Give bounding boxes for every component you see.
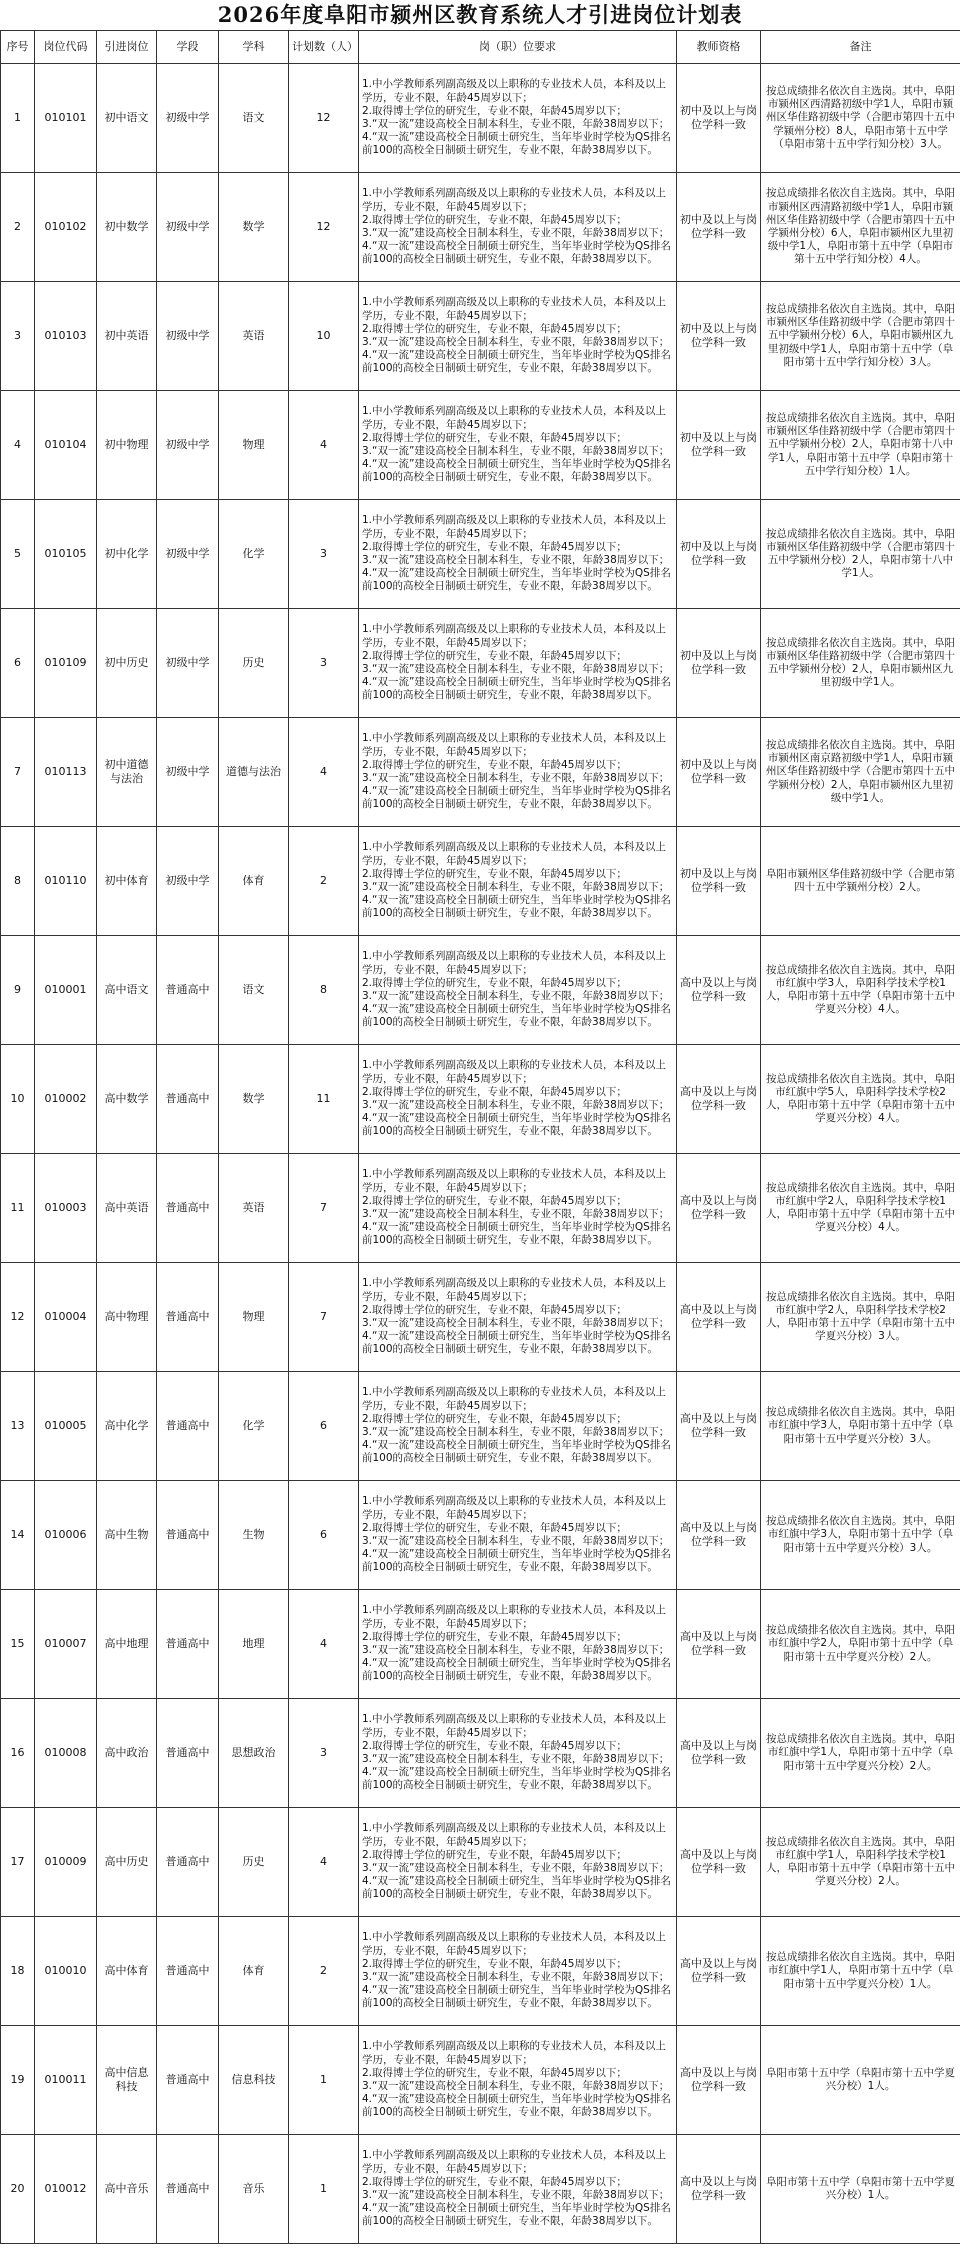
position-name-cell: 高中数学	[97, 1045, 157, 1154]
position-name-cell: 高中政治	[97, 1699, 157, 1808]
requirement-line: 1.中小学教师系列副高级及以上职称的专业技术人员，本科及以上学历，专业不限，年龄45周岁以下；	[362, 2149, 667, 2175]
header-code: 岗位代码	[35, 31, 97, 64]
header-stage: 学段	[157, 31, 219, 64]
position-code-cell: 010012	[35, 2135, 97, 2244]
requirement-line: 2.取得博士学位的研究生，专业不限，年龄45周岁以下；	[362, 1412, 627, 1425]
school-stage-cell: 普通高中	[157, 1372, 219, 1481]
requirements-cell	[359, 1808, 677, 1917]
requirement-line: 1.中小学教师系列副高级及以上职称的专业技术人员，本科及以上学历，专业不限，年龄45周岁以下；	[362, 1059, 667, 1085]
requirement-line: 4.“双一流”建设高校全日制硕士研究生，当年毕业时学校为QS排名前100的高校全日制硕士研究生，专业不限，年龄38周岁以下。	[362, 1657, 671, 1683]
teacher-qualification-cell: 高中及以上与岗位学科一致	[677, 1045, 761, 1154]
requirement-line: 3.“双一流”建设高校全日制本科生，专业不限，年龄38周岁以下；	[362, 772, 670, 784]
requirement-line: 4.“双一流”建设高校全日制硕士研究生，当年毕业时学校为QS排名前100的高校全日制硕士研究生，专业不限，年龄38周岁以下。	[362, 785, 671, 811]
teacher-qualification-cell: 高中及以上与岗位学科一致	[677, 2026, 761, 2135]
requirement-line: 1.中小学教师系列副高级及以上职称的专业技术人员，本科及以上学历，专业不限，年龄45周岁以下；	[362, 841, 667, 867]
position-name-cell: 高中生物	[97, 1481, 157, 1590]
row-number-cell: 4	[1, 391, 35, 500]
position-name-cell: 高中英语	[97, 1154, 157, 1263]
requirement-line: 3.“双一流”建设高校全日制本科生，专业不限，年龄38周岁以下；	[362, 1971, 670, 1983]
plan-count-cell: 3	[289, 609, 359, 718]
table-row	[1, 1808, 960, 1917]
row-number-cell: 7	[1, 718, 35, 827]
position-name-cell: 高中信息科技	[97, 2026, 157, 2135]
teacher-qualification-cell: 高中及以上与岗位学科一致	[677, 1917, 761, 2026]
position-code-cell: 010104	[35, 391, 97, 500]
table-row	[1, 1372, 960, 1481]
table-row	[1, 500, 960, 609]
position-code-cell: 010009	[35, 1808, 97, 1917]
requirements-cell	[359, 1045, 677, 1154]
requirement-line: 1.中小学教师系列副高级及以上职称的专业技术人员，本科及以上学历，专业不限，年龄45周岁以下；	[362, 1604, 667, 1630]
note-cell: 按总成绩排名依次自主选岗。其中，阜阳市颍州区南京路初级中学1人，阜阳市颍州区华佳路初级中学（合肥市第四十五中学颍州分校）2人，阜阳市颍州区九里初级中学1人。	[761, 718, 960, 827]
requirement-line: 2.取得博士学位的研究生，专业不限，年龄45周岁以下；	[362, 1194, 627, 1207]
subject-cell: 地理	[219, 1590, 289, 1699]
requirement-line: 3.“双一流”建设高校全日制本科生，专业不限，年龄38周岁以下；	[362, 1644, 670, 1656]
teacher-qualification-cell: 初中及以上与岗位学科一致	[677, 609, 761, 718]
school-stage-cell: 普通高中	[157, 2135, 219, 2244]
requirement-line: 1.中小学教师系列副高级及以上职称的专业技术人员，本科及以上学历，专业不限，年龄45周岁以下；	[362, 1931, 667, 1957]
requirement-line: 1.中小学教师系列副高级及以上职称的专业技术人员，本科及以上学历，专业不限，年龄45周岁以下；	[362, 514, 667, 540]
school-stage-cell: 初级中学	[157, 282, 219, 391]
table-row	[1, 1045, 960, 1154]
plan-count-cell: 3	[289, 1699, 359, 1808]
requirements-cell	[359, 391, 677, 500]
positions-table	[0, 30, 960, 2244]
subject-cell: 信息科技	[219, 2026, 289, 2135]
position-name-cell: 高中地理	[97, 1590, 157, 1699]
position-code-cell: 010008	[35, 1699, 97, 1808]
requirement-line: 4.“双一流”建设高校全日制硕士研究生，当年毕业时学校为QS排名前100的高校全日制硕士研究生，专业不限，年龄38周岁以下。	[362, 1875, 671, 1901]
plan-count-cell: 6	[289, 1481, 359, 1590]
requirement-line: 2.取得博士学位的研究生，专业不限，年龄45周岁以下；	[362, 649, 627, 662]
header-qualification: 教师资格	[677, 31, 761, 64]
requirement-line: 4.“双一流”建设高校全日制硕士研究生，当年毕业时学校为QS排名前100的高校全日制硕士研究生，专业不限，年龄38周岁以下。	[362, 1984, 671, 2010]
plan-count-cell: 7	[289, 1263, 359, 1372]
plan-count-cell: 7	[289, 1154, 359, 1263]
requirement-line: 3.“双一流”建设高校全日制本科生，专业不限，年龄38周岁以下；	[362, 663, 670, 675]
position-name-cell: 初中道德与法治	[97, 718, 157, 827]
note-cell: 阜阳市第十五中学（阜阳市第十五中学夏兴分校）1人。	[761, 2135, 960, 2244]
position-name-cell: 高中物理	[97, 1263, 157, 1372]
requirements-cell	[359, 2135, 677, 2244]
position-name-cell: 高中化学	[97, 1372, 157, 1481]
row-number-cell: 15	[1, 1590, 35, 1699]
requirement-line: 3.“双一流”建设高校全日制本科生，专业不限，年龄38周岁以下；	[362, 2080, 670, 2092]
subject-cell: 数学	[219, 1045, 289, 1154]
teacher-qualification-cell: 高中及以上与岗位学科一致	[677, 1590, 761, 1699]
requirement-line: 2.取得博士学位的研究生，专业不限，年龄45周岁以下；	[362, 758, 627, 771]
position-name-cell: 初中体育	[97, 827, 157, 936]
table-row	[1, 64, 960, 173]
requirement-line: 1.中小学教师系列副高级及以上职称的专业技术人员，本科及以上学历，专业不限，年龄45周岁以下；	[362, 1277, 667, 1303]
requirement-line: 4.“双一流”建设高校全日制硕士研究生，当年毕业时学校为QS排名前100的高校全日制硕士研究生，专业不限，年龄38周岁以下。	[362, 1003, 671, 1029]
requirement-line: 3.“双一流”建设高校全日制本科生，专业不限，年龄38周岁以下；	[362, 445, 670, 457]
position-name-cell: 高中体育	[97, 1917, 157, 2026]
plan-count-cell: 2	[289, 827, 359, 936]
row-number-cell: 18	[1, 1917, 35, 2026]
note-cell: 按总成绩排名依次自主选岗。其中，阜阳市颍州区西清路初级中学1人，阜阳市颍州区华佳路初级中学（合肥市第四十五中学颍州分校）8人，阜阳市第十五中学（阜阳市第十五中学行知分校）3人。	[761, 64, 960, 173]
note-cell: 按总成绩排名依次自主选岗。其中，阜阳市红旗中学1人，阜阳市第十五中学（阜阳市第十五中学夏兴分校）2人。	[761, 1699, 960, 1808]
position-code-cell: 010110	[35, 827, 97, 936]
table-row	[1, 2026, 960, 2135]
requirement-line: 3.“双一流”建设高校全日制本科生，专业不限，年龄38周岁以下；	[362, 1317, 670, 1329]
school-stage-cell: 初级中学	[157, 173, 219, 282]
requirement-line: 1.中小学教师系列副高级及以上职称的专业技术人员，本科及以上学历，专业不限，年龄45周岁以下；	[362, 950, 667, 976]
position-code-cell: 010002	[35, 1045, 97, 1154]
plan-count-cell: 8	[289, 936, 359, 1045]
header-post: 引进岗位	[97, 31, 157, 64]
row-number-cell: 12	[1, 1263, 35, 1372]
row-number-cell: 11	[1, 1154, 35, 1263]
teacher-qualification-cell: 高中及以上与岗位学科一致	[677, 1263, 761, 1372]
requirement-line: 3.“双一流”建设高校全日制本科生，专业不限，年龄38周岁以下；	[362, 1535, 670, 1547]
row-number-cell: 19	[1, 2026, 35, 2135]
subject-cell: 音乐	[219, 2135, 289, 2244]
subject-cell: 英语	[219, 282, 289, 391]
requirements-cell	[359, 2026, 677, 2135]
row-number-cell: 3	[1, 282, 35, 391]
requirements-cell	[359, 1481, 677, 1590]
requirement-line: 3.“双一流”建设高校全日制本科生，专业不限，年龄38周岁以下；	[362, 554, 670, 566]
requirement-line: 2.取得博士学位的研究生，专业不限，年龄45周岁以下；	[362, 1085, 627, 1098]
note-cell: 按总成绩排名依次自主选岗。其中，阜阳市红旗中学2人，阜阳科学技术学校2人，阜阳市第十五中学（阜阳市第十五中学夏兴分校）3人。	[761, 1263, 960, 1372]
school-stage-cell: 初级中学	[157, 64, 219, 173]
table-row	[1, 1917, 960, 2026]
plan-count-cell: 4	[289, 391, 359, 500]
requirement-line: 4.“双一流”建设高校全日制硕士研究生，当年毕业时学校为QS排名前100的高校全日制硕士研究生，专业不限，年龄38周岁以下。	[362, 1439, 671, 1465]
requirement-line: 3.“双一流”建设高校全日制本科生，专业不限，年龄38周岁以下；	[362, 1426, 670, 1438]
requirement-line: 1.中小学教师系列副高级及以上职称的专业技术人员，本科及以上学历，专业不限，年龄45周岁以下；	[362, 296, 667, 322]
position-name-cell: 高中语文	[97, 936, 157, 1045]
requirements-cell	[359, 282, 677, 391]
requirement-line: 3.“双一流”建设高校全日制本科生，专业不限，年龄38周岁以下；	[362, 1753, 670, 1765]
requirement-line: 3.“双一流”建设高校全日制本科生，专业不限，年龄38周岁以下；	[362, 1862, 670, 1874]
row-number-cell: 1	[1, 64, 35, 173]
teacher-qualification-cell: 初中及以上与岗位学科一致	[677, 718, 761, 827]
position-code-cell: 010103	[35, 282, 97, 391]
position-name-cell: 初中物理	[97, 391, 157, 500]
requirements-cell	[359, 609, 677, 718]
requirement-line: 3.“双一流”建设高校全日制本科生，专业不限，年龄38周岁以下；	[362, 1208, 670, 1220]
plan-count-cell: 11	[289, 1045, 359, 1154]
teacher-qualification-cell: 初中及以上与岗位学科一致	[677, 827, 761, 936]
requirement-line: 4.“双一流”建设高校全日制硕士研究生，当年毕业时学校为QS排名前100的高校全日制硕士研究生，专业不限，年龄38周岁以下。	[362, 894, 671, 920]
note-cell: 按总成绩排名依次自主选岗。其中，阜阳市红旗中学3人，阜阳市第十五中学（阜阳市第十五中学夏兴分校）3人。	[761, 1372, 960, 1481]
requirement-line: 4.“双一流”建设高校全日制硕士研究生，当年毕业时学校为QS排名前100的高校全日制硕士研究生，专业不限，年龄38周岁以下。	[362, 1548, 671, 1574]
requirements-cell	[359, 827, 677, 936]
position-name-cell: 高中历史	[97, 1808, 157, 1917]
requirement-line: 4.“双一流”建设高校全日制硕士研究生，当年毕业时学校为QS排名前100的高校全日制硕士研究生，专业不限，年龄38周岁以下。	[362, 1330, 671, 1356]
subject-cell: 体育	[219, 827, 289, 936]
table-row	[1, 609, 960, 718]
position-code-cell: 010109	[35, 609, 97, 718]
header-count: 计划数（人）	[289, 31, 359, 64]
requirements-cell	[359, 173, 677, 282]
requirements-cell	[359, 1372, 677, 1481]
table-row	[1, 718, 960, 827]
plan-count-cell: 1	[289, 2135, 359, 2244]
requirement-line: 1.中小学教师系列副高级及以上职称的专业技术人员，本科及以上学历，专业不限，年龄45周岁以下；	[362, 78, 667, 104]
table-row	[1, 282, 960, 391]
requirement-line: 4.“双一流”建设高校全日制硕士研究生，当年毕业时学校为QS排名前100的高校全日制硕士研究生，专业不限，年龄38周岁以下。	[362, 458, 671, 484]
subject-cell: 物理	[219, 391, 289, 500]
plan-count-cell: 4	[289, 1590, 359, 1699]
requirement-line: 2.取得博士学位的研究生，专业不限，年龄45周岁以下；	[362, 2175, 627, 2188]
note-cell: 按总成绩排名依次自主选岗。其中，阜阳市颍州区西清路初级中学1人，阜阳市颍州区华佳路初级中学（合肥市第四十五中学颍州分校）6人，阜阳市颍州区九里初级中学1人，阜阳市第十五中学（阜阳市第十五中学行知分校）4人。	[761, 173, 960, 282]
requirement-line: 4.“双一流”建设高校全日制硕士研究生，当年毕业时学校为QS排名前100的高校全日制硕士研究生，专业不限，年龄38周岁以下。	[362, 2202, 671, 2228]
school-stage-cell: 普通高中	[157, 1481, 219, 1590]
position-name-cell: 初中化学	[97, 500, 157, 609]
plan-count-cell: 1	[289, 2026, 359, 2135]
row-number-cell: 8	[1, 827, 35, 936]
plan-count-cell: 12	[289, 64, 359, 173]
requirement-line: 2.取得博士学位的研究生，专业不限，年龄45周岁以下；	[362, 976, 627, 989]
note-cell: 按总成绩排名依次自主选岗。其中，阜阳市红旗中学1人，阜阳科学技术学校1人，阜阳市第十五中学（阜阳市第十五中学夏兴分校）2人。	[761, 1808, 960, 1917]
table-row	[1, 2135, 960, 2244]
subject-cell: 化学	[219, 500, 289, 609]
row-number-cell: 5	[1, 500, 35, 609]
document-title: 2026年度阜阳市颍州区教育系统人才引进岗位计划表	[217, 2, 743, 27]
requirement-line: 2.取得博士学位的研究生，专业不限，年龄45周岁以下；	[362, 213, 627, 226]
position-name-cell: 初中语文	[97, 64, 157, 173]
position-code-cell: 010113	[35, 718, 97, 827]
requirement-line: 1.中小学教师系列副高级及以上职称的专业技术人员，本科及以上学历，专业不限，年龄45周岁以下；	[362, 1495, 667, 1521]
teacher-qualification-cell: 初中及以上与岗位学科一致	[677, 64, 761, 173]
row-number-cell: 17	[1, 1808, 35, 1917]
header-no: 序号	[1, 31, 35, 64]
row-number-cell: 20	[1, 2135, 35, 2244]
teacher-qualification-cell: 高中及以上与岗位学科一致	[677, 1154, 761, 1263]
plan-count-cell: 3	[289, 500, 359, 609]
note-cell: 按总成绩排名依次自主选岗。其中，阜阳市红旗中学3人，阜阳科学技术学校1人，阜阳市第十五中学（阜阳市第十五中学夏兴分校）4人。	[761, 936, 960, 1045]
row-number-cell: 16	[1, 1699, 35, 1808]
table-row	[1, 827, 960, 936]
requirement-line: 4.“双一流”建设高校全日制硕士研究生，当年毕业时学校为QS排名前100的高校全日制硕士研究生，专业不限，年龄38周岁以下。	[362, 1766, 671, 1792]
note-cell: 按总成绩排名依次自主选岗。其中，阜阳市颍州区华佳路初级中学（合肥市第四十五中学颍州分校）2人，阜阳市第十八中学1人，阜阳市第十五中学（阜阳市第十五中学行知分校）1人。	[761, 391, 960, 500]
school-stage-cell: 初级中学	[157, 391, 219, 500]
requirement-line: 4.“双一流”建设高校全日制硕士研究生，当年毕业时学校为QS排名前100的高校全日制硕士研究生，专业不限，年龄38周岁以下。	[362, 676, 671, 702]
subject-cell: 语文	[219, 64, 289, 173]
school-stage-cell: 普通高中	[157, 1917, 219, 2026]
requirement-line: 4.“双一流”建设高校全日制硕士研究生，当年毕业时学校为QS排名前100的高校全日制硕士研究生，专业不限，年龄38周岁以下。	[362, 240, 671, 266]
table-row	[1, 173, 960, 282]
note-cell: 按总成绩排名依次自主选岗。其中，阜阳市红旗中学5人，阜阳科学技术学校2人，阜阳市第十五中学（阜阳市第十五中学夏兴分校）4人。	[761, 1045, 960, 1154]
plan-count-cell: 10	[289, 282, 359, 391]
subject-cell: 体育	[219, 1917, 289, 2026]
note-cell: 按总成绩排名依次自主选岗。其中，阜阳市红旗中学3人，阜阳市第十五中学（阜阳市第十五中学夏兴分校）3人。	[761, 1481, 960, 1590]
subject-cell: 道德与法治	[219, 718, 289, 827]
note-cell: 阜阳市颍州区华佳路初级中学（合肥市第四十五中学颍州分校）2人。	[761, 827, 960, 936]
position-code-cell: 010006	[35, 1481, 97, 1590]
requirement-line: 4.“双一流”建设高校全日制硕士研究生，当年毕业时学校为QS排名前100的高校全日制硕士研究生，专业不限，年龄38周岁以下。	[362, 1112, 671, 1138]
table-row	[1, 1590, 960, 1699]
requirement-line: 1.中小学教师系列副高级及以上职称的专业技术人员，本科及以上学历，专业不限，年龄45周岁以下；	[362, 405, 667, 431]
note-cell: 按总成绩排名依次自主选岗。其中，阜阳市颍州区华佳路初级中学（合肥市第四十五中学颍州分校）2人，阜阳市颍州区九里初级中学1人。	[761, 609, 960, 718]
position-code-cell: 010001	[35, 936, 97, 1045]
requirement-line: 4.“双一流”建设高校全日制硕士研究生，当年毕业时学校为QS排名前100的高校全日制硕士研究生，专业不限，年龄38周岁以下。	[362, 131, 671, 157]
requirement-line: 3.“双一流”建设高校全日制本科生，专业不限，年龄38周岁以下；	[362, 990, 670, 1002]
note-cell: 按总成绩排名依次自主选岗。其中，阜阳市红旗中学2人，阜阳市第十五中学（阜阳市第十五中学夏兴分校）2人。	[761, 1590, 960, 1699]
requirement-line: 3.“双一流”建设高校全日制本科生，专业不限，年龄38周岁以下；	[362, 336, 670, 348]
school-stage-cell: 普通高中	[157, 1808, 219, 1917]
requirement-line: 1.中小学教师系列副高级及以上职称的专业技术人员，本科及以上学历，专业不限，年龄45周岁以下；	[362, 1386, 667, 1412]
requirement-line: 3.“双一流”建设高校全日制本科生，专业不限，年龄38周岁以下；	[362, 227, 670, 239]
table-row	[1, 391, 960, 500]
teacher-qualification-cell: 高中及以上与岗位学科一致	[677, 1372, 761, 1481]
position-code-cell: 010011	[35, 2026, 97, 2135]
requirements-cell	[359, 64, 677, 173]
requirements-cell	[359, 500, 677, 609]
table-row	[1, 1699, 960, 1808]
requirement-line: 1.中小学教师系列副高级及以上职称的专业技术人员，本科及以上学历，专业不限，年龄45周岁以下；	[362, 1168, 667, 1194]
requirement-line: 2.取得博士学位的研究生，专业不限，年龄45周岁以下；	[362, 540, 627, 553]
plan-count-cell: 4	[289, 718, 359, 827]
row-number-cell: 14	[1, 1481, 35, 1590]
requirement-line: 4.“双一流”建设高校全日制硕士研究生，当年毕业时学校为QS排名前100的高校全日制硕士研究生，专业不限，年龄38周岁以下。	[362, 349, 671, 375]
requirement-line: 1.中小学教师系列副高级及以上职称的专业技术人员，本科及以上学历，专业不限，年龄45周岁以下；	[362, 1713, 667, 1739]
teacher-qualification-cell: 初中及以上与岗位学科一致	[677, 500, 761, 609]
requirement-line: 4.“双一流”建设高校全日制硕士研究生，当年毕业时学校为QS排名前100的高校全日制硕士研究生，专业不限，年龄38周岁以下。	[362, 567, 671, 593]
subject-cell: 数学	[219, 173, 289, 282]
requirement-line: 3.“双一流”建设高校全日制本科生，专业不限，年龄38周岁以下；	[362, 881, 670, 893]
subject-cell: 思想政治	[219, 1699, 289, 1808]
note-cell: 阜阳市第十五中学（阜阳市第十五中学夏兴分校）1人。	[761, 2026, 960, 2135]
requirement-line: 2.取得博士学位的研究生，专业不限，年龄45周岁以下；	[362, 431, 627, 444]
position-code-cell: 010005	[35, 1372, 97, 1481]
requirement-line: 4.“双一流”建设高校全日制硕士研究生，当年毕业时学校为QS排名前100的高校全日制硕士研究生，专业不限，年龄38周岁以下。	[362, 2093, 671, 2119]
school-stage-cell: 初级中学	[157, 827, 219, 936]
teacher-qualification-cell: 初中及以上与岗位学科一致	[677, 282, 761, 391]
row-number-cell: 13	[1, 1372, 35, 1481]
subject-cell: 英语	[219, 1154, 289, 1263]
table-row	[1, 936, 960, 1045]
position-code-cell: 010007	[35, 1590, 97, 1699]
position-name-cell: 初中英语	[97, 282, 157, 391]
position-name-cell: 高中音乐	[97, 2135, 157, 2244]
position-name-cell: 初中历史	[97, 609, 157, 718]
teacher-qualification-cell: 高中及以上与岗位学科一致	[677, 1808, 761, 1917]
requirement-line: 2.取得博士学位的研究生，专业不限，年龄45周岁以下；	[362, 867, 627, 880]
header-note: 备注	[761, 31, 960, 64]
requirements-cell	[359, 1154, 677, 1263]
row-number-cell: 9	[1, 936, 35, 1045]
subject-cell: 历史	[219, 609, 289, 718]
school-stage-cell: 普通高中	[157, 2026, 219, 2135]
requirements-cell	[359, 1917, 677, 2026]
header-subject: 学科	[219, 31, 289, 64]
note-cell: 按总成绩排名依次自主选岗。其中，阜阳市红旗中学1人，阜阳市第十五中学（阜阳市第十五中学夏兴分校）1人。	[761, 1917, 960, 2026]
note-cell: 按总成绩排名依次自主选岗。其中，阜阳市颍州区华佳路初级中学（合肥市第四十五中学颍州分校）6人，阜阳市颍州区九里初级中学1人，阜阳市第十五中学（阜阳市第十五中学行知分校）3人。	[761, 282, 960, 391]
school-stage-cell: 普通高中	[157, 936, 219, 1045]
requirements-cell	[359, 1590, 677, 1699]
row-number-cell: 6	[1, 609, 35, 718]
table-row	[1, 1481, 960, 1590]
note-cell: 按总成绩排名依次自主选岗。其中，阜阳市红旗中学2人，阜阳科学技术学校1人，阜阳市第十五中学（阜阳市第十五中学夏兴分校）4人。	[761, 1154, 960, 1263]
table-row	[1, 1263, 960, 1372]
table-header-row	[1, 31, 960, 64]
requirements-cell	[359, 1699, 677, 1808]
requirement-line: 2.取得博士学位的研究生，专业不限，年龄45周岁以下；	[362, 1521, 627, 1534]
requirement-line: 1.中小学教师系列副高级及以上职称的专业技术人员，本科及以上学历，专业不限，年龄45周岁以下；	[362, 2040, 667, 2066]
requirement-line: 1.中小学教师系列副高级及以上职称的专业技术人员，本科及以上学历，专业不限，年龄45周岁以下；	[362, 623, 667, 649]
requirements-cell	[359, 718, 677, 827]
school-stage-cell: 普通高中	[157, 1045, 219, 1154]
requirement-line: 1.中小学教师系列副高级及以上职称的专业技术人员，本科及以上学历，专业不限，年龄45周岁以下；	[362, 732, 667, 758]
requirement-line: 3.“双一流”建设高校全日制本科生，专业不限，年龄38周岁以下；	[362, 1099, 670, 1111]
plan-count-cell: 4	[289, 1808, 359, 1917]
school-stage-cell: 普通高中	[157, 1699, 219, 1808]
row-number-cell: 2	[1, 173, 35, 282]
requirement-line: 2.取得博士学位的研究生，专业不限，年龄45周岁以下；	[362, 104, 627, 117]
school-stage-cell: 初级中学	[157, 718, 219, 827]
requirement-line: 1.中小学教师系列副高级及以上职称的专业技术人员，本科及以上学历，专业不限，年龄45周岁以下；	[362, 1822, 667, 1848]
table-body	[1, 64, 960, 2244]
header-requirements: 岗（职）位要求	[359, 31, 677, 64]
requirements-cell	[359, 936, 677, 1045]
table-row	[1, 1154, 960, 1263]
position-code-cell: 010010	[35, 1917, 97, 2026]
teacher-qualification-cell: 高中及以上与岗位学科一致	[677, 2135, 761, 2244]
requirement-line: 4.“双一流”建设高校全日制硕士研究生，当年毕业时学校为QS排名前100的高校全日制硕士研究生，专业不限，年龄38周岁以下。	[362, 1221, 671, 1247]
teacher-qualification-cell: 高中及以上与岗位学科一致	[677, 1699, 761, 1808]
teacher-qualification-cell: 高中及以上与岗位学科一致	[677, 936, 761, 1045]
plan-count-cell: 2	[289, 1917, 359, 2026]
position-code-cell: 010003	[35, 1154, 97, 1263]
school-stage-cell: 初级中学	[157, 500, 219, 609]
subject-cell: 化学	[219, 1372, 289, 1481]
subject-cell: 物理	[219, 1263, 289, 1372]
subject-cell: 历史	[219, 1808, 289, 1917]
requirements-cell	[359, 1263, 677, 1372]
teacher-qualification-cell: 初中及以上与岗位学科一致	[677, 173, 761, 282]
plan-count-cell: 6	[289, 1372, 359, 1481]
requirement-line: 3.“双一流”建设高校全日制本科生，专业不限，年龄38周岁以下；	[362, 118, 670, 130]
row-number-cell: 10	[1, 1045, 35, 1154]
requirement-line: 2.取得博士学位的研究生，专业不限，年龄45周岁以下；	[362, 2066, 627, 2079]
position-code-cell: 010102	[35, 173, 97, 282]
school-stage-cell: 初级中学	[157, 609, 219, 718]
requirement-line: 2.取得博士学位的研究生，专业不限，年龄45周岁以下；	[362, 1848, 627, 1861]
teacher-qualification-cell: 初中及以上与岗位学科一致	[677, 391, 761, 500]
note-cell: 按总成绩排名依次自主选岗。其中，阜阳市颍州区华佳路初级中学（合肥市第四十五中学颍州分校）2人，阜阳市第十八中学1人。	[761, 500, 960, 609]
school-stage-cell: 普通高中	[157, 1263, 219, 1372]
subject-cell: 生物	[219, 1481, 289, 1590]
requirement-line: 3.“双一流”建设高校全日制本科生，专业不限，年龄38周岁以下；	[362, 2189, 670, 2201]
plan-count-cell: 12	[289, 173, 359, 282]
requirement-line: 2.取得博士学位的研究生，专业不限，年龄45周岁以下；	[362, 322, 627, 335]
school-stage-cell: 普通高中	[157, 1154, 219, 1263]
requirement-line: 1.中小学教师系列副高级及以上职称的专业技术人员，本科及以上学历，专业不限，年龄45周岁以下；	[362, 187, 667, 213]
requirement-line: 2.取得博士学位的研究生，专业不限，年龄45周岁以下；	[362, 1630, 627, 1643]
school-stage-cell: 普通高中	[157, 1590, 219, 1699]
requirement-line: 2.取得博士学位的研究生，专业不限，年龄45周岁以下；	[362, 1739, 627, 1752]
position-code-cell: 010004	[35, 1263, 97, 1372]
position-code-cell: 010105	[35, 500, 97, 609]
teacher-qualification-cell: 高中及以上与岗位学科一致	[677, 1481, 761, 1590]
position-code-cell: 010101	[35, 64, 97, 173]
requirement-line: 2.取得博士学位的研究生，专业不限，年龄45周岁以下；	[362, 1957, 627, 1970]
position-name-cell: 初中数学	[97, 173, 157, 282]
requirement-line: 2.取得博士学位的研究生，专业不限，年龄45周岁以下；	[362, 1303, 627, 1316]
subject-cell: 语文	[219, 936, 289, 1045]
